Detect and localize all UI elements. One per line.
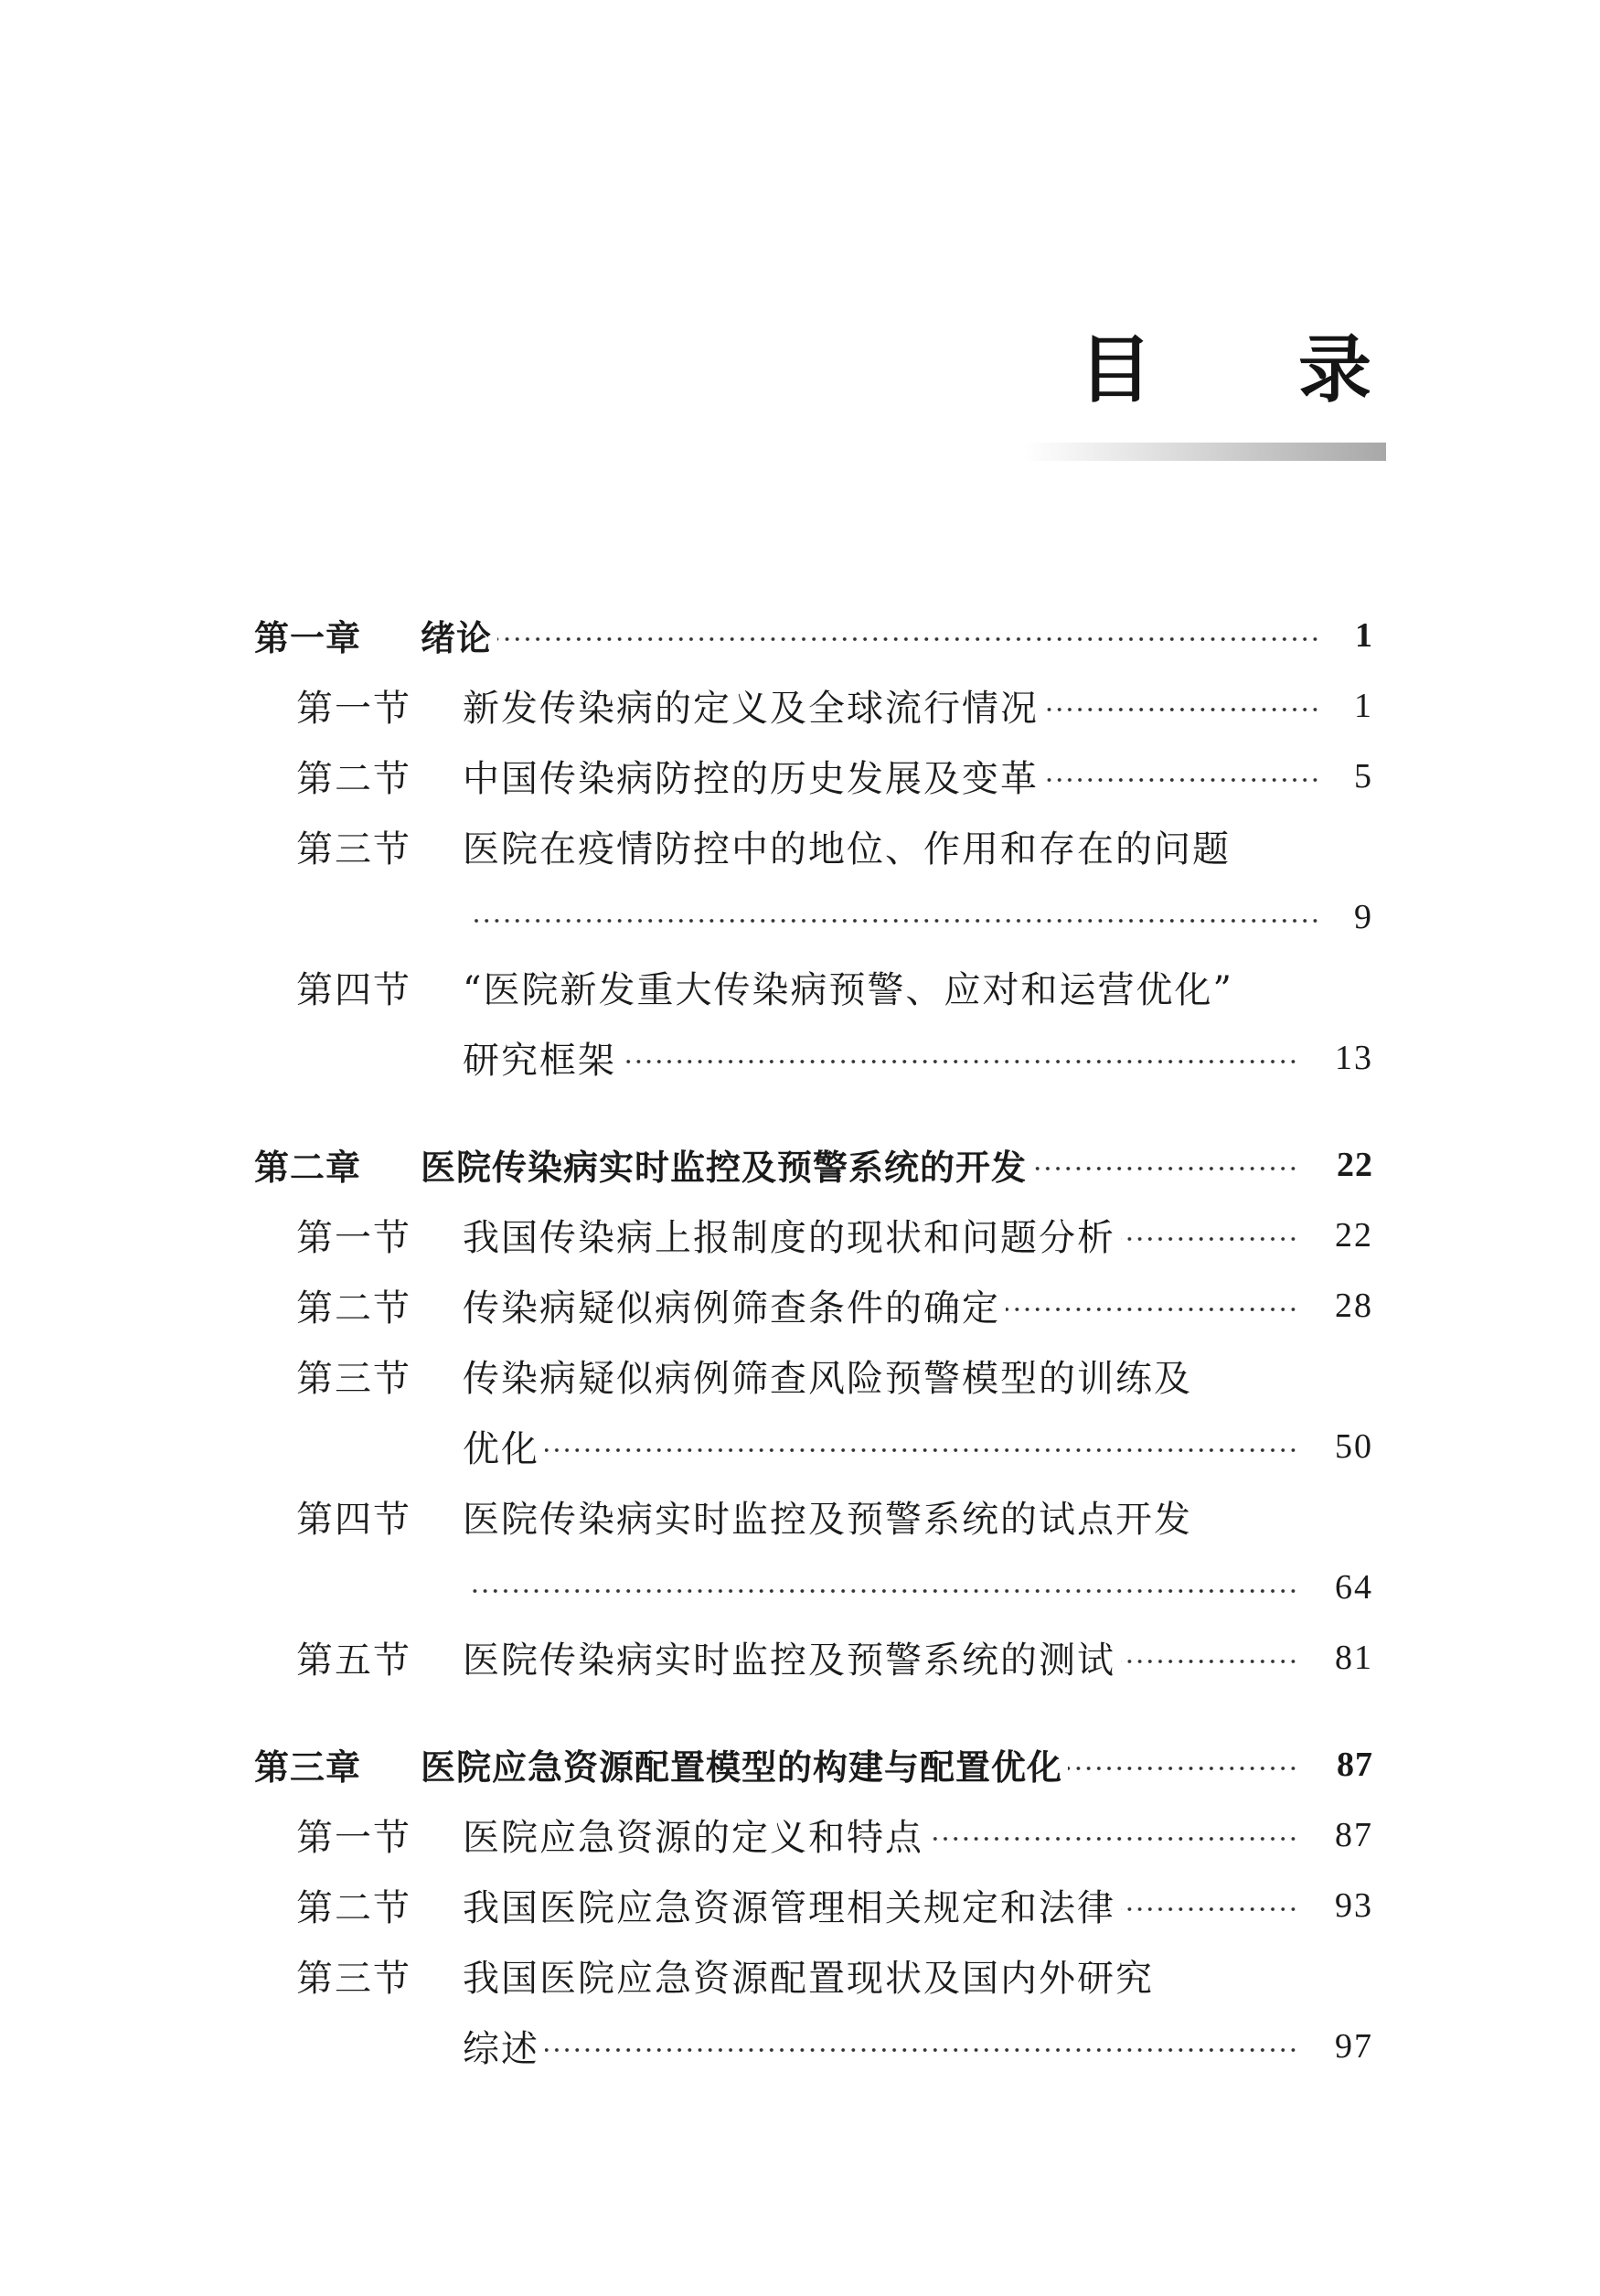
page-number: 87 <box>1335 1815 1373 1854</box>
toc-section-entry[interactable] <box>254 1200 1373 1270</box>
toc-chapter <box>254 1729 1373 2081</box>
toc-section-entry[interactable] <box>254 741 1373 811</box>
section-label: 第二节 <box>296 1287 411 1330</box>
section-title: 新发传染病的定义及全球流行情况 <box>463 688 1039 730</box>
page-number: 5 <box>1354 756 1373 796</box>
section-label: 第四节 <box>296 1499 411 1541</box>
section-title: 医院传染病实时监控及预警系统的试点开发 <box>463 1499 1192 1541</box>
page-number: 64 <box>1335 1567 1373 1607</box>
page-number: 1 <box>1355 615 1373 655</box>
dot-leader <box>1044 777 1320 783</box>
toc-section-entry[interactable] <box>254 1940 1373 2011</box>
toc-section-entry[interactable] <box>254 1270 1373 1340</box>
section-title: 中国传染病防控的历史发展及变革 <box>463 758 1039 800</box>
dot-leader <box>545 2047 1298 2053</box>
section-label: 第一节 <box>296 1217 411 1259</box>
chapter-title: 医院传染病实时监控及预警系统的开发 <box>421 1148 1028 1188</box>
section-title-continued: 综述 <box>463 2028 539 2070</box>
toc-section-continuation[interactable] <box>254 1411 1373 1481</box>
chapter-label: 第二章 <box>254 1148 362 1188</box>
dot-leader <box>468 1588 1298 1594</box>
toc-section-entry[interactable] <box>254 952 1373 1022</box>
dot-leader <box>497 636 1320 642</box>
section-title: 我国传染病上报制度的现状和问题分析 <box>463 1217 1115 1259</box>
page-number: 87 <box>1337 1745 1373 1784</box>
toc-section-entry[interactable] <box>254 1481 1373 1552</box>
page-title-char: 目 <box>1079 327 1152 412</box>
chapter-title: 绪论 <box>421 618 493 658</box>
section-label: 第三节 <box>296 1958 411 2000</box>
section-title-continued: 研究框架 <box>463 1040 616 1082</box>
section-label: 第四节 <box>296 969 411 1011</box>
page-number: 28 <box>1335 1286 1373 1325</box>
page-number: 13 <box>1335 1038 1373 1077</box>
section-label: 第一节 <box>296 688 411 730</box>
section-title: 医院传染病实时监控及预警系统的测试 <box>463 1639 1115 1682</box>
section-title-continued: 优化 <box>463 1428 539 1470</box>
page-number: 50 <box>1335 1426 1373 1466</box>
toc-chapter-entry[interactable] <box>254 1129 1373 1200</box>
section-title: 传染病疑似病例筛查风险预警模型的训练及 <box>463 1358 1192 1400</box>
dot-leader <box>1121 1906 1298 1912</box>
dot-leader <box>1044 707 1320 712</box>
toc-section-continuation[interactable] <box>254 2011 1373 2081</box>
toc-section-entry[interactable] <box>254 1340 1373 1411</box>
toc-section-entry[interactable] <box>254 1622 1373 1693</box>
toc-section-continuation[interactable] <box>254 1552 1373 1622</box>
toc-chapter <box>254 600 1373 1093</box>
page-number: 1 <box>1354 686 1373 725</box>
page-number: 97 <box>1335 2026 1373 2066</box>
section-label: 第三节 <box>296 828 411 870</box>
dot-leader <box>545 1447 1298 1453</box>
section-label: 第五节 <box>296 1639 411 1682</box>
chapter-label: 第一章 <box>254 618 362 658</box>
dot-leader <box>622 1059 1298 1064</box>
dot-leader <box>1121 1659 1298 1664</box>
section-label: 第一节 <box>296 1817 411 1859</box>
page-number: 22 <box>1335 1215 1373 1255</box>
section-title: 我国医院应急资源管理相关规定和法律 <box>463 1887 1115 1929</box>
section-label: 第二节 <box>296 758 411 800</box>
chapter-label: 第三章 <box>254 1747 362 1788</box>
page-number: 93 <box>1335 1885 1373 1925</box>
page-number: 81 <box>1335 1638 1373 1677</box>
page-number: 22 <box>1337 1145 1373 1184</box>
dot-leader <box>468 918 1320 924</box>
dot-leader <box>1068 1766 1298 1771</box>
page-number: 9 <box>1354 897 1373 936</box>
title-underline-bar <box>1024 443 1386 461</box>
toc-section-entry[interactable] <box>254 1870 1373 1940</box>
toc-section-entry[interactable] <box>254 670 1373 741</box>
section-title: 我国医院应急资源配置现状及国内外研究 <box>463 1958 1154 2000</box>
toc-section-continuation[interactable] <box>254 881 1373 952</box>
toc-chapter <box>254 1129 1373 1693</box>
toc-chapter-entry[interactable] <box>254 600 1373 670</box>
page-title <box>1079 329 1371 411</box>
section-title: “医院新发重大传染病预警、应对和运营优化” <box>463 969 1233 1011</box>
dot-leader <box>1121 1236 1298 1242</box>
dot-leader <box>1032 1166 1298 1171</box>
section-title: 医院应急资源的定义和特点 <box>463 1817 923 1859</box>
chapter-title: 医院应急资源配置模型的构建与配置优化 <box>421 1747 1063 1788</box>
toc-chapter-entry[interactable] <box>254 1729 1373 1799</box>
dot-leader <box>1006 1307 1298 1312</box>
page-title-char: 录 <box>1298 327 1371 412</box>
section-title: 医院在疫情防控中的地位、作用和存在的问题 <box>463 828 1231 870</box>
toc-section-entry[interactable] <box>254 811 1373 881</box>
section-title: 传染病疑似病例筛查条件的确定 <box>463 1287 1000 1330</box>
section-label: 第三节 <box>296 1358 411 1400</box>
section-label: 第二节 <box>296 1887 411 1929</box>
toc-section-entry[interactable] <box>254 1799 1373 1870</box>
dot-leader <box>929 1836 1298 1842</box>
toc-section-continuation[interactable] <box>254 1022 1373 1093</box>
table-of-contents <box>254 600 1373 2081</box>
